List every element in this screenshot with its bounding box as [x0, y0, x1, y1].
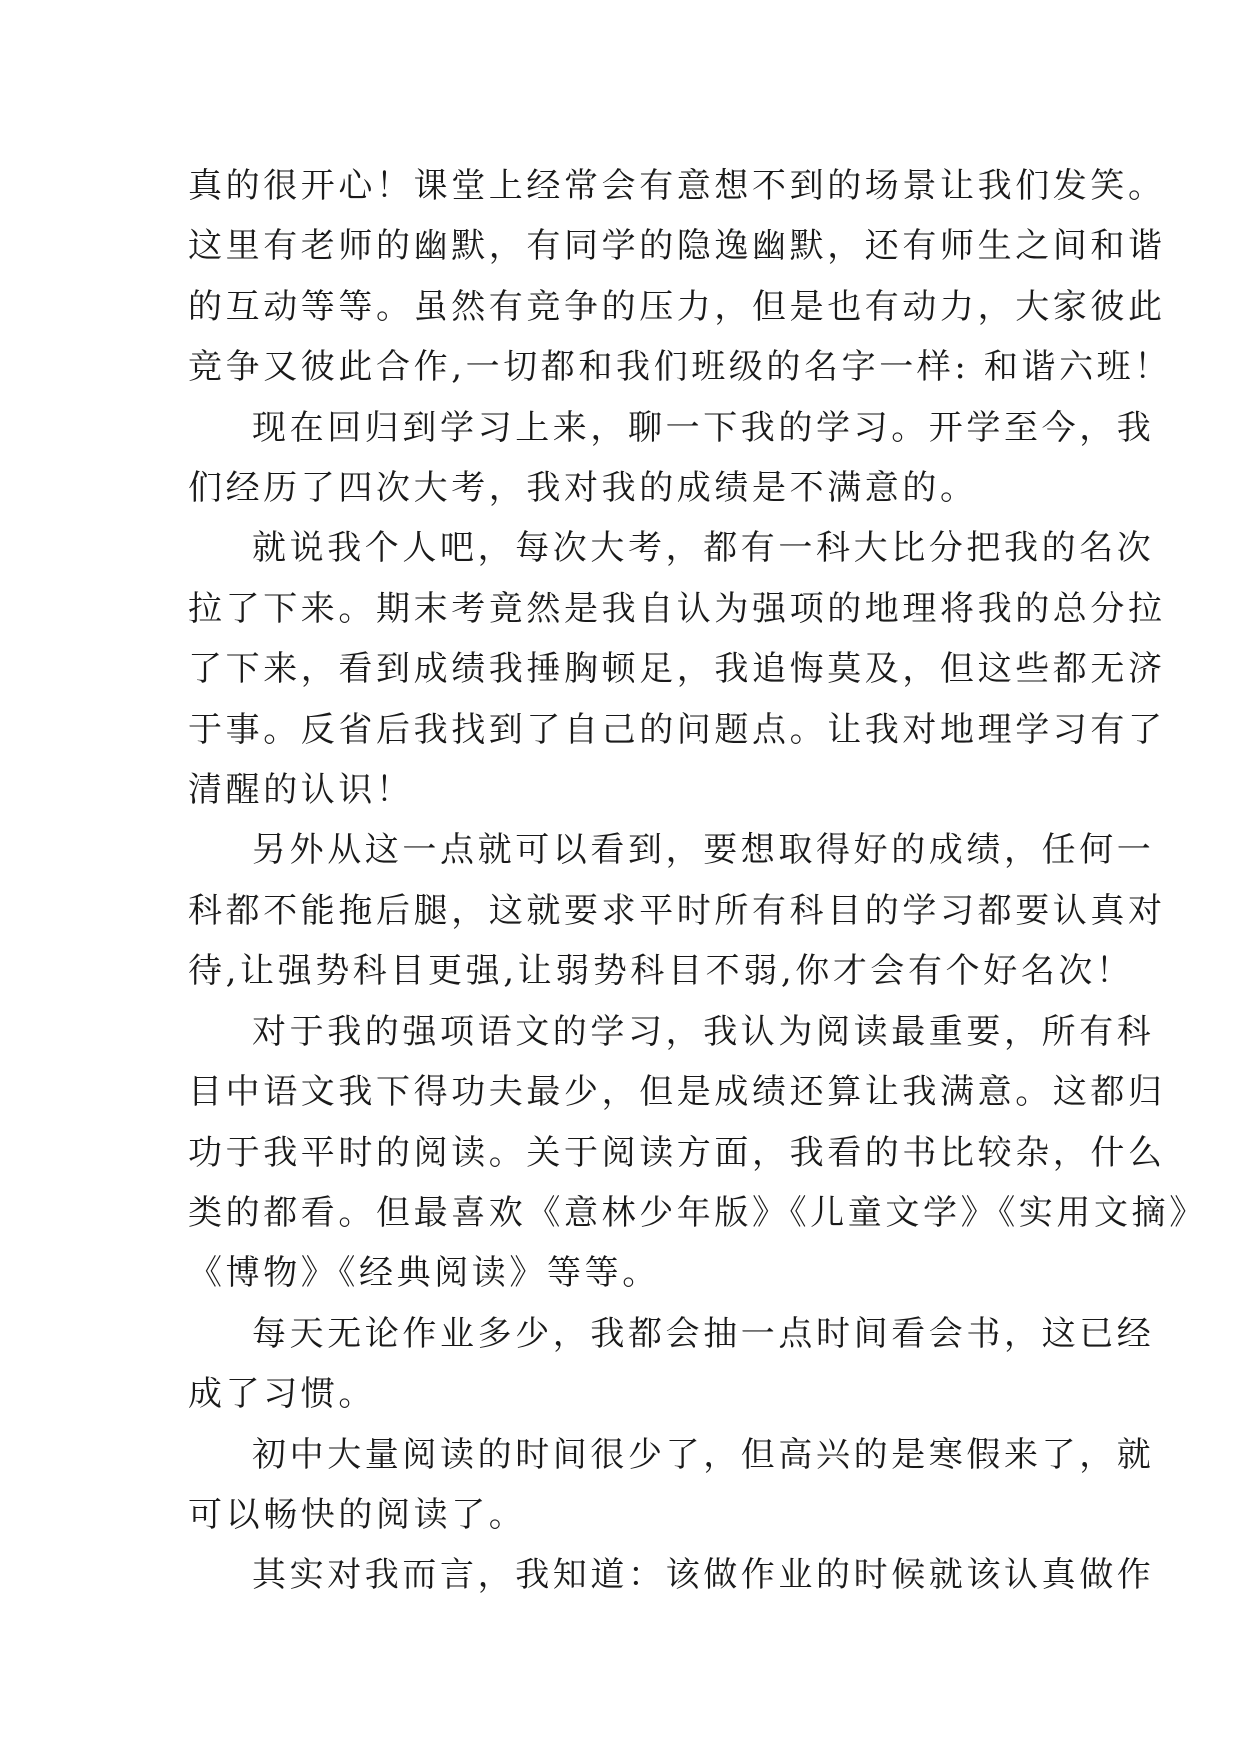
paragraph-first-line: 现在回归到学习上来，聊一下我的学习。开学至今，我 [252, 407, 1155, 448]
paragraph-first-line: 每天无论作业多少，我都会抽一点时间看会书，这已经 [252, 1313, 1155, 1354]
text-line: 拉了下来。期末考竟然是我自认为强项的地理将我的总分拉 [188, 588, 1166, 629]
text-line: 《博物》《经典阅读》等等。 [188, 1253, 660, 1294]
text-line: 目中语文我下得功夫最少，但是成绩还算让我满意。这都归 [188, 1072, 1166, 1113]
body-text [188, 156, 1207, 1606]
paragraph-first-line: 另外从这一点就可以看到，要想取得好的成绩，任何一 [252, 830, 1155, 871]
text-line: 真的很开心！课堂上经常会有意想不到的场景让我们发笑。 [188, 166, 1166, 206]
paragraph-first-line: 其实对我而言，我知道：该做作业的时候就该认真做作 [252, 1555, 1155, 1596]
text-line: 可以畅快的阅读了。 [188, 1494, 527, 1535]
text-line: 类的都看。但最喜欢《意林少年版》《儿童文学》《实用文摘》 [188, 1192, 1207, 1233]
text-line: 清醒的认识！ [188, 770, 414, 811]
paragraph-first-line: 初中大量阅读的时间很少了，但高兴的是寒假来了，就 [252, 1434, 1155, 1475]
paragraph-first-line: 对于我的强项语文的学习，我认为阅读最重要，所有科 [252, 1011, 1155, 1052]
text-line: 于事。反省后我找到了自己的问题点。让我对地理学习有了 [188, 709, 1166, 750]
text-line: 的互动等等。虽然有竞争的压力，但是也有动力，大家彼此 [188, 286, 1166, 327]
text-line: 成了习惯。 [188, 1374, 376, 1415]
text-line: 了下来，看到成绩我捶胸顿足，我追悔莫及，但这些都无济 [188, 649, 1166, 690]
text-line: 竞争又彼此合作,一切都和我们班级的名字一样: 和谐六班！ [188, 347, 1172, 388]
text-line: 待,让强势科目更强,让弱势科目不弱,你才会有个好名次！ [188, 951, 1134, 992]
paragraph-first-line: 就说我个人吧，每次大考，都有一科大比分把我的名次 [252, 528, 1155, 569]
text-line: 科都不能拖后腿，这就要求平时所有科目的学习都要认真对 [188, 890, 1166, 931]
text-line: 功于我平时的阅读。关于阅读方面，我看的书比较杂，什么 [188, 1132, 1166, 1173]
text-line: 这里有老师的幽默，有同学的隐逸幽默，还有师生之间和谐 [188, 226, 1166, 267]
text-line: 们经历了四次大考，我对我的成绩是不满意的。 [188, 468, 978, 509]
